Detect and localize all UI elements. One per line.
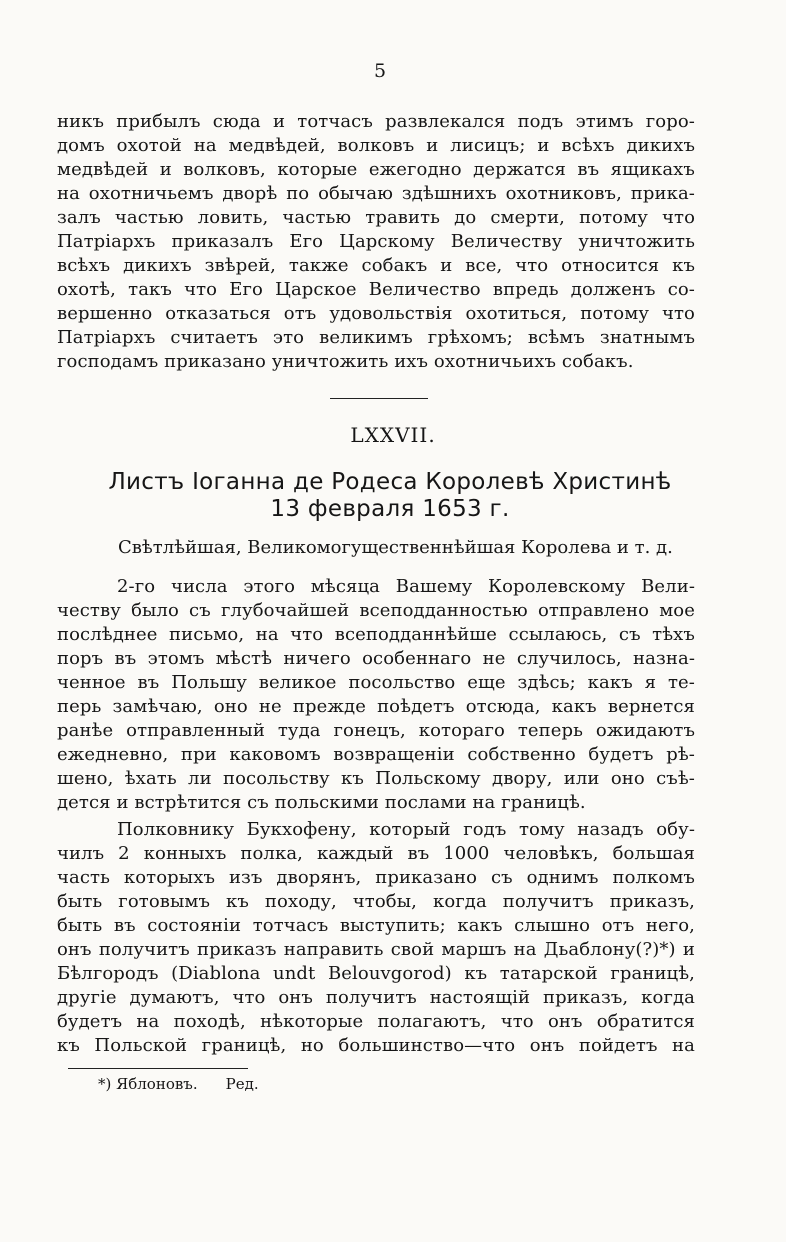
text-line: домъ охотой на медвѣдей, волковъ и лисицъ; и всѣхъ дикихъ xyxy=(57,135,695,156)
footnote-divider xyxy=(68,1068,248,1069)
text-line: Полковнику Букхофену, который годъ тому назадъ обу- xyxy=(117,819,695,840)
salutation: Свѣтлѣйшая, Великомогущественнѣйшая Королева и т. д. xyxy=(118,537,673,558)
footnote xyxy=(98,1075,259,1093)
document-number: LXXVII. xyxy=(350,423,436,447)
paragraph-2 xyxy=(57,575,695,815)
text-line: ченное въ Польшу великое посольство еще здѣсь; какъ я те- xyxy=(57,672,695,693)
text-line: шено, ѣхать ли посольству къ Польскому двору, или оно съѣ- xyxy=(57,768,695,789)
text-line: ранѣе отправленный туда гонецъ, котораго теперь ожидаютъ xyxy=(57,720,695,741)
text-line: поръ въ этомъ мѣстѣ ничего особеннаго не случилось, назна- xyxy=(57,648,695,669)
text-line: вершенно отказаться отъ удовольствія охотиться, потому что xyxy=(57,303,695,324)
text-line: господамъ приказано уничтожить ихъ охотничьихъ собакъ. xyxy=(57,351,634,372)
paragraph-1 xyxy=(57,110,695,374)
text-line: онъ получитъ приказъ направить свой маршъ на Дьаблону(?)*) и xyxy=(57,939,695,960)
footnote-text: *) Яблоновъ. xyxy=(98,1075,198,1093)
text-line: 2-го числа этого мѣсяца Вашему Королевскому Вели- xyxy=(117,576,695,597)
paragraph-3 xyxy=(57,818,695,1058)
text-line: Патріархъ считаетъ это великимъ грѣхомъ; всѣмъ знатнымъ xyxy=(57,327,695,348)
text-line: медвѣдей и волковъ, которые ежегодно держатся въ ящикахъ xyxy=(57,159,695,180)
text-line: быть готовымъ къ походу, чтобы, когда получитъ приказъ, xyxy=(57,891,695,912)
text-line: Бѣлгородъ (Diablona undt Belouvgorod) къ татарской границѣ, xyxy=(57,963,695,984)
text-line: ежедневно, при каковомъ возвращеніи собственно будетъ рѣ- xyxy=(57,744,695,765)
text-line: честву было съ глубочайшей всеподданностью отправлено мое xyxy=(57,600,695,621)
section-divider xyxy=(330,398,428,399)
text-line: перь замѣчаю, оно не прежде поѣдетъ отсюда, какъ вернется xyxy=(57,696,695,717)
text-line: на охотничьемъ дворѣ по обычаю здѣшнихъ охотниковъ, прика- xyxy=(57,183,695,204)
title-line: Листъ Іоганна де Родеса Королевѣ Христинѣ xyxy=(108,469,672,495)
document-title xyxy=(60,469,720,523)
page-number: 5 xyxy=(373,60,387,82)
text-line: дется и встрѣтится съ польскими послами на границѣ. xyxy=(57,792,586,813)
text-line: Патріархъ приказалъ Его Царскому Величеству уничтожить xyxy=(57,231,695,252)
text-line: будетъ на походѣ, нѣкоторые полагаютъ, что онъ обратится xyxy=(57,1011,695,1032)
text-line: послѣднее письмо, на что всеподданнѣйше ссылаюсь, съ тѣхъ xyxy=(57,624,695,645)
text-line: другіе думаютъ, что онъ получитъ настоящій приказъ, когда xyxy=(57,987,695,1008)
text-line: чилъ 2 конныхъ полка, каждый въ 1000 человѣкъ, большая xyxy=(57,843,695,864)
text-line: никъ прибылъ сюда и тотчасъ развлекался подъ этимъ горо- xyxy=(57,111,695,132)
text-line: всѣхъ дикихъ звѣрей, также собакъ и все, что относится къ xyxy=(57,255,695,276)
footnote-editor-mark: Ред. xyxy=(225,1075,259,1093)
text-line: залъ частью ловить, частью травить до смерти, потому что xyxy=(57,207,695,228)
title-line: 13 февраля 1653 г. xyxy=(270,496,510,522)
text-line: быть въ состояніи тотчасъ выступить; какъ слышно отъ него, xyxy=(57,915,695,936)
text-line: къ Польской границѣ, но большинство—что онъ пойдетъ на xyxy=(57,1035,695,1056)
text-line: часть которыхъ изъ дворянъ, приказано съ однимъ полкомъ xyxy=(57,867,695,888)
text-line: охотѣ, такъ что Его Царское Величество впредь долженъ со- xyxy=(57,279,695,300)
